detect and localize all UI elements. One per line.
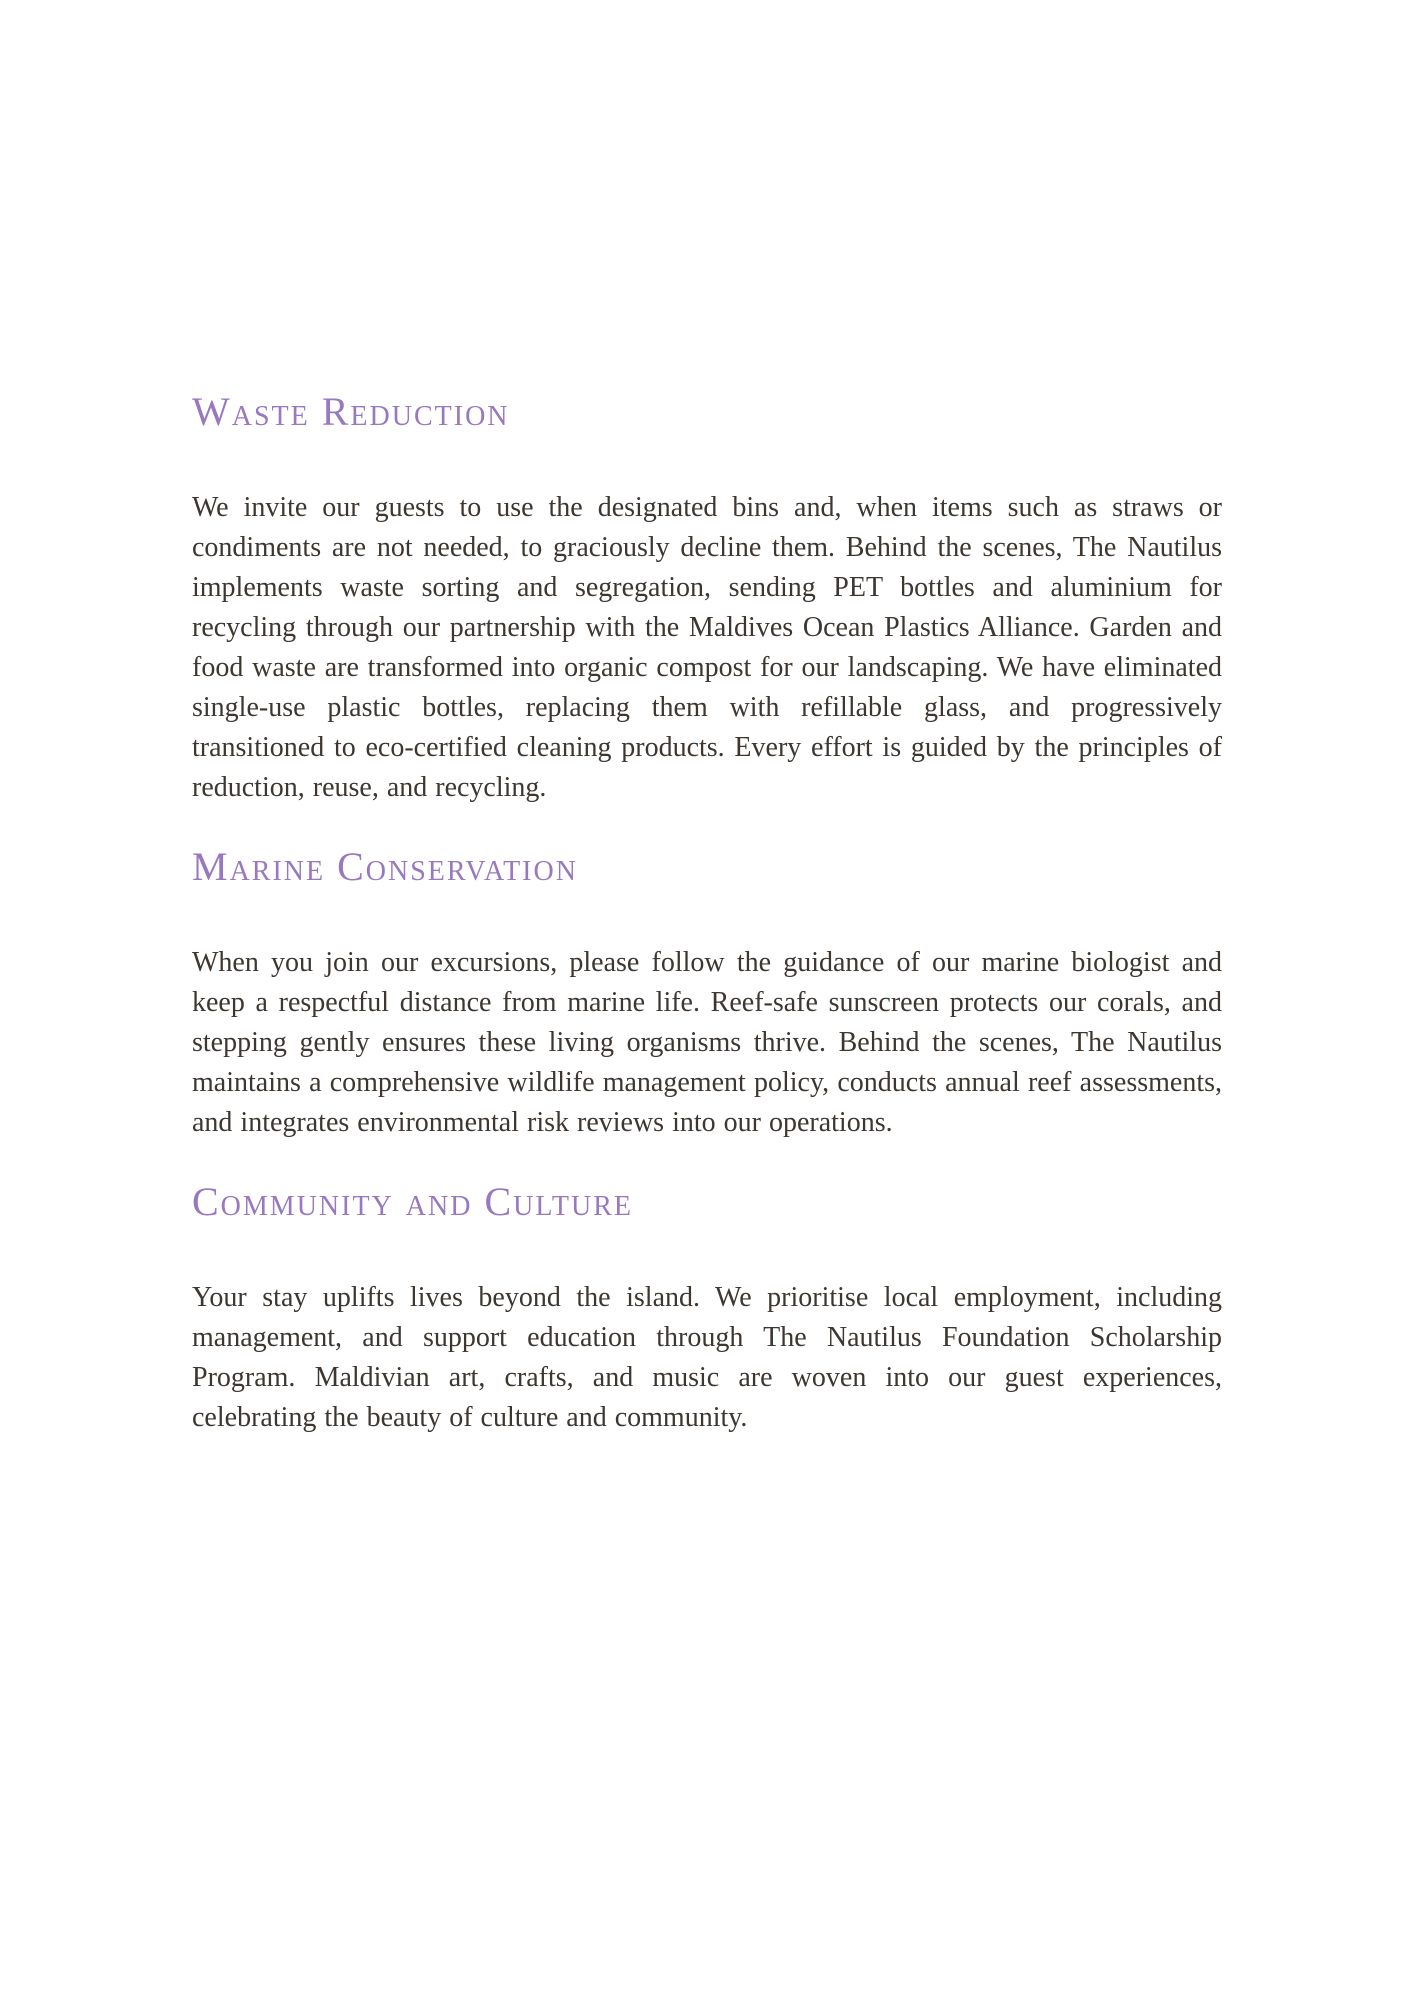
page-content [192,0,1222,1438]
section-waste-reduction [192,388,1222,808]
section-paragraph-waste-reduction: We invite our guests to use the designated bins and, when items such as straws or condiments are not needed, to graciously decline them. Behind the scenes, The Nautilus implements waste sorting and segregation, sending PET bottles and aluminium for recycling through our partnership with the Maldives Ocean Plastics Alliance. Garden and food waste are transformed into organic compost for our landscaping. We have eliminated single-use plastic bottles, replacing them with refillable glass, and progressively transitioned to eco-certified cleaning products. Every effort is guided by the principles of reduction, reuse, and recycling. [192,492,1222,803]
section-paragraph-marine-conservation: When you join our excursions, please follow the guidance of our marine biologist and keep a respectful distance from marine life. Reef-safe sunscreen protects our corals, and stepping gently ensures these living organisms thrive. Behind the scenes, The Nautilus maintains a comprehensive wildlife management policy, conducts annual reef assessments, and integrates environmental risk reviews into our operations. [192,947,1222,1138]
section-heading-waste-reduction: Waste Reduction [192,389,510,434]
section-marine-conservation [192,843,1222,1143]
section-heading-community-and-culture: Community and Culture [192,1179,633,1224]
section-community-and-culture [192,1178,1222,1438]
section-paragraph-community-and-culture: Your stay uplifts lives beyond the island. We prioritise local employment, including management, and support education through The Nautilus Foundation Scholarship Program. Maldivian art, crafts, and music are woven into our guest experiences, celebrating the beauty of culture and community. [192,1282,1222,1433]
section-heading-marine-conservation: Marine Conservation [192,844,578,889]
